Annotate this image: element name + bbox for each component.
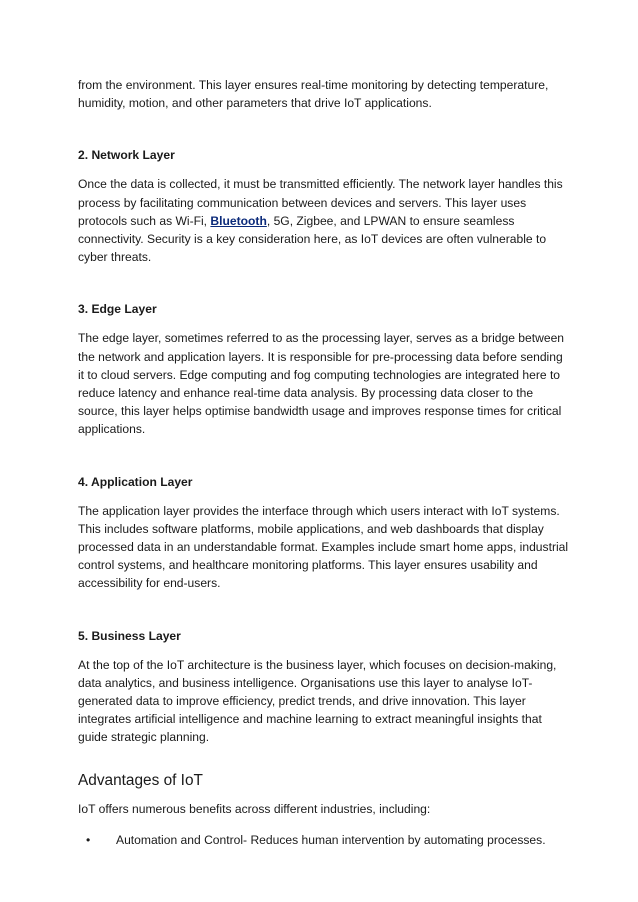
list-item-text: Automation and Control- Reduces human intervention by automating processes.	[116, 832, 546, 847]
application-layer-heading: 4. Application Layer	[78, 474, 193, 489]
business-layer-heading: 5. Business Layer	[78, 628, 181, 643]
edge-layer-heading: 3. Edge Layer	[78, 302, 157, 317]
business-layer-paragraph: At the top of the IoT architecture is the business layer, which focuses on decision-making, data analytics, and business intelligence. Organisations use this layer to analyse IoT-generated data to improve efficiency, predict trends, and drive innovation. This layer integrates artificial intelligence and machine learning to extract meaningful insights that guide strategic planning.	[78, 657, 557, 745]
edge-layer-paragraph: The edge layer, sometimes referred to as the processing layer, serves as a bridge between the network and application layers. It is responsible for pre-processing data before sending it to cloud servers. Edge computing and fog computing technologies are integrated here to reduce latency and enhance real-time data analysis. By processing data closer to the source, this layer helps optimise bandwidth usage and improves response times for critical applications.	[78, 331, 565, 437]
advantages-heading: Advantages of IoT	[78, 771, 203, 789]
network-layer-paragraph	[78, 175, 570, 266]
network-text-before: Once the data is collected, it must be transmitted efficiently. The network layer handles this process by facilitating communication between devices and servers. This layer uses protocols such as Wi-Fi,	[78, 177, 563, 228]
list-item	[78, 831, 570, 849]
network-layer-heading: 2. Network Layer	[78, 148, 175, 163]
document-page	[78, 76, 570, 849]
advantages-intro: IoT offers numerous benefits across different industries, including:	[78, 801, 431, 816]
application-layer-paragraph: The application layer provides the interface through which users interact with IoT systems. This includes software platforms, mobile applications, and web dashboards that display processed data in an understandable format. Examples include smart home apps, industrial control systems, and healthcare monitoring platforms. This layer ensures usability and accessibility for end-users.	[78, 503, 569, 591]
intro-paragraph: from the environment. This layer ensures real-time monitoring by detecting temperature, humidity, motion, and other parameters that drive IoT applications.	[78, 78, 549, 111]
advantages-list	[78, 831, 570, 849]
bluetooth-link[interactable]: Bluetooth	[210, 213, 267, 228]
bullet-icon: •	[86, 832, 91, 847]
network-text-after: , 5G, Zigbee, and LPWAN to ensure seamless connectivity. Security is a key consideration here, as IoT devices are often vulnerable to cyber threats.	[78, 213, 547, 265]
